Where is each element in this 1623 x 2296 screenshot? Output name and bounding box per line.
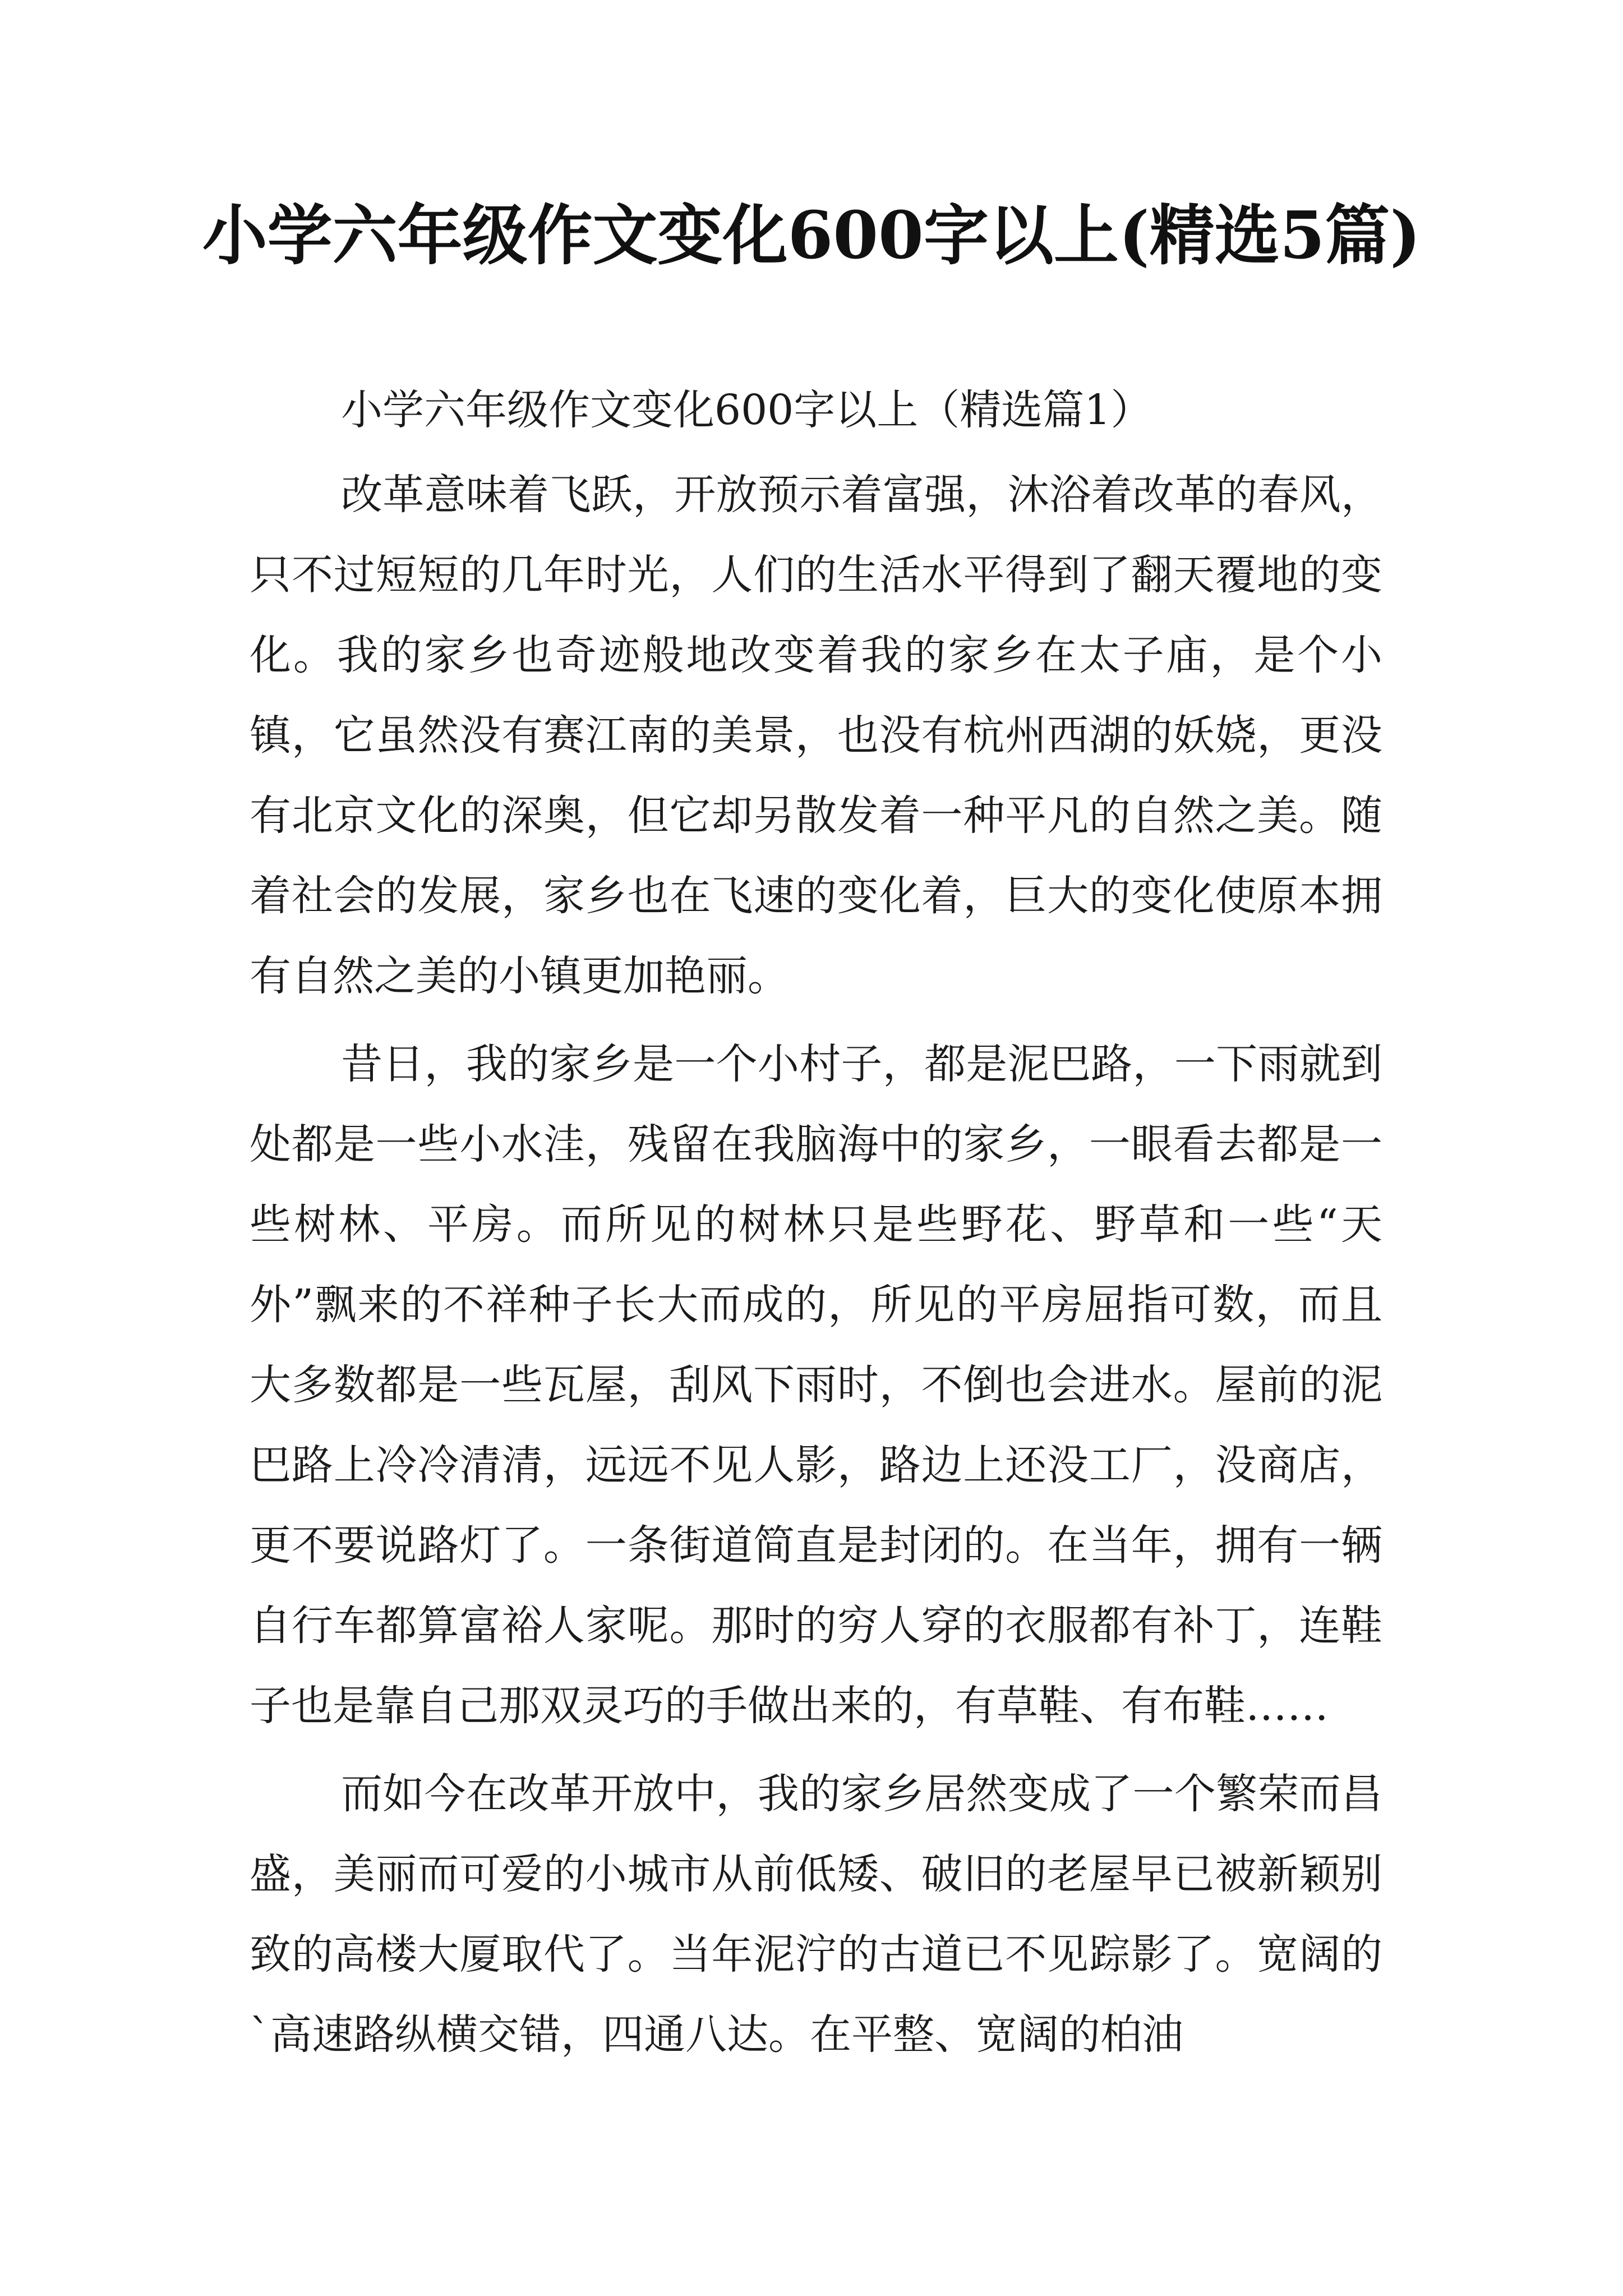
- paragraph-2: 昔日，我的家乡是一个小村子，都是泥巴路，一下雨就到处都是一些小水洼，残留在我脑海中的家乡，一眼看去都是一些树林、平房。而所见的树林只是些野花、野草和一些“天外”飘来的不祥种子长大而成的，所见的平房屈指可数，而且大多数都是一些瓦屋，刮风下雨时，不倒也会进水。屋前的泥巴路上冷冷清清，远远不见人影，路边上还没工厂，没商店，更不要说路灯了。一条街道简直是封闭的。在当年，拥有一辆自行车都算富裕人家呢。那时的穷人穿的衣服都有补丁，连鞋子也是靠自己那双灵巧的手做出来的，有草鞋、有布鞋……: [250, 1040, 1382, 1730]
- paragraph-3: 而如今在改革开放中，我的家乡居然变成了一个繁荣而昌盛，美丽而可爱的小城市从前低矮、破旧的老屋早已被新颖别致的高楼大厦取代了。当年泥泞的古道已不见踪影了。宽阔的`高速路纵横交错，四通八达。在平整、宽阔的柏油: [250, 1770, 1382, 2059]
- document-body: [250, 370, 1382, 2083]
- document-title: 小学六年级作文变化600字以上(精选5篇): [202, 197, 1421, 274]
- paragraph-1: 改革意味着飞跃，开放预示着富强，沐浴着改革的春风，只不过短短的几年时光，人们的生活水平得到了翻天覆地的变化。我的家乡也奇迹般地改变着我的家乡在太子庙，是个小镇，它虽然没有赛江南的美景，也没有杭州西湖的妖娆，更没有北京文化的深奥，但它却另散发着一种平凡的自然之美。随着社会的发展，家乡也在飞速的变化着，巨大的变化使原本拥有自然之美的小镇更加艳丽。: [250, 471, 1382, 1000]
- section-subheading: 小学六年级作文变化600字以上（精选篇1）: [341, 386, 1152, 434]
